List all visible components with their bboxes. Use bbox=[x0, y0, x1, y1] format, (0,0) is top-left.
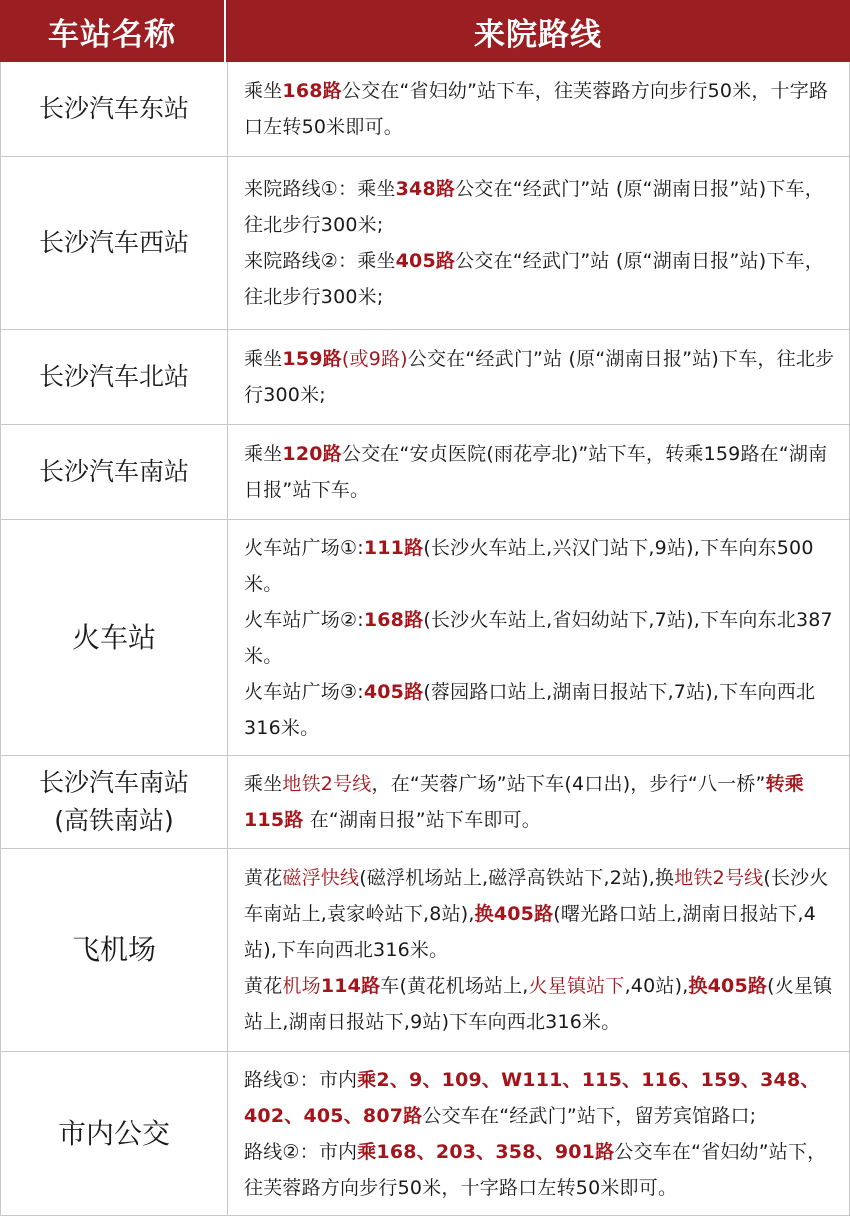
route-text: 乘坐 bbox=[244, 80, 283, 102]
header-station-name: 车站名称 bbox=[0, 0, 226, 62]
route-text: 火车站广场①: bbox=[244, 536, 364, 559]
route-highlight: 火星镇站下 bbox=[528, 975, 625, 997]
route-text: 公交在“经武门”站 (原“湖南日报”站)下车，往北步行300米; bbox=[244, 348, 835, 406]
route-paragraph bbox=[244, 1134, 841, 1206]
route-text: 来院路线①：乘坐 bbox=[244, 178, 396, 200]
route-text: (火星镇站上,湖南日报站下,9站)下车向西北316米。 bbox=[244, 975, 833, 1033]
route-paragraph bbox=[244, 1062, 841, 1134]
route-text: 公交车在“省妇幼”站下，往芙蓉路方向步行50米，十字路口左转50米即可。 bbox=[244, 1140, 827, 1199]
route-text: (蓉园路口站上,湖南日报站下,7站),下车向西北316米。 bbox=[244, 680, 816, 739]
route-text: 乘坐 bbox=[244, 443, 283, 465]
route-text: 公交在“安贞医院(雨花亭北)”站下车，转乘159路在“湖南日报”站下车。 bbox=[244, 443, 828, 501]
route-highlight: 168路 bbox=[363, 608, 424, 631]
route-highlight: 转乘115路 bbox=[244, 773, 804, 831]
route-text: 车(黄花机场站上, bbox=[380, 975, 529, 997]
header-route: 来院路线 bbox=[474, 16, 602, 53]
table-row bbox=[0, 425, 850, 520]
route-highlight: 114路 bbox=[320, 975, 381, 997]
route-highlight: 乘2、9、109、W111、115、116、159、348、402、405、807路 bbox=[244, 1068, 820, 1127]
route-highlight: 磁浮快线 bbox=[282, 867, 360, 889]
route-text: (长沙火车南站上,袁家岭站下,8站), bbox=[244, 867, 829, 925]
route-text: 火车站广场②: bbox=[244, 608, 364, 631]
table-row bbox=[0, 756, 850, 849]
route-paragraph bbox=[244, 341, 841, 413]
route-description bbox=[228, 425, 850, 519]
route-paragraph bbox=[244, 436, 841, 508]
table-header bbox=[0, 0, 850, 62]
route-highlight: 120路 bbox=[282, 443, 342, 465]
route-description bbox=[228, 157, 850, 329]
route-text: 公交车在“经武门”站下，留芳宾馆路口; bbox=[422, 1104, 757, 1127]
route-text: ,40站), bbox=[624, 975, 689, 997]
route-text: 乘坐 bbox=[244, 773, 283, 795]
route-description bbox=[228, 849, 850, 1051]
route-paragraph bbox=[244, 860, 841, 968]
route-paragraph bbox=[244, 968, 841, 1040]
table-row bbox=[0, 62, 850, 157]
route-highlight: 168路 bbox=[282, 80, 342, 102]
route-text: 公交在“经武门”站 (原“湖南日报”站)下车，往北步行300米; bbox=[244, 178, 824, 236]
station-name: 长沙汽车东站 bbox=[0, 62, 228, 156]
route-text: (长沙火车站上,省妇幼站下,7站),下车向东北387米。 bbox=[244, 608, 833, 667]
route-paragraph bbox=[244, 171, 841, 243]
route-text: 路线①：市内 bbox=[244, 1068, 358, 1091]
table-row bbox=[0, 849, 850, 1052]
route-paragraph bbox=[244, 530, 841, 602]
route-paragraph bbox=[244, 602, 841, 674]
route-highlight: 换405路 bbox=[474, 903, 554, 925]
route-text: 火车站广场③: bbox=[244, 680, 364, 703]
route-text: (曙光路口站上,湖南日报站下,4站),下车向西北316米。 bbox=[244, 903, 817, 961]
route-highlight: 换405路 bbox=[688, 975, 768, 997]
table-body bbox=[0, 62, 850, 1216]
route-paragraph bbox=[244, 674, 841, 746]
route-highlight: 405路 bbox=[395, 250, 456, 272]
route-description bbox=[228, 1052, 850, 1215]
route-text: 路线②：市内 bbox=[244, 1140, 358, 1163]
table-row bbox=[0, 1052, 850, 1216]
route-highlight: (或9路) bbox=[341, 348, 408, 370]
station-name: 长沙汽车西站 bbox=[0, 157, 228, 329]
route-text: 公交在“省妇幼”站下车，往芙蓉路方向步行50米，十字路口左转50米即可。 bbox=[244, 80, 829, 138]
station-name: 长沙汽车南站 bbox=[0, 425, 228, 519]
table-row bbox=[0, 520, 850, 756]
route-text: 在“湖南日报”站下车即可。 bbox=[303, 809, 541, 831]
route-highlight: 乘168、203、358、901路 bbox=[357, 1140, 615, 1163]
route-paragraph bbox=[244, 73, 841, 145]
route-text: ，在“芙蓉广场”站下车(4口出)，步行“八一桥” bbox=[371, 773, 766, 795]
route-description bbox=[228, 330, 850, 424]
station-name: 长沙汽车南站 (高铁南站) bbox=[0, 756, 228, 848]
route-highlight: 405路 bbox=[363, 680, 424, 703]
station-name: 火车站 bbox=[0, 520, 228, 755]
route-description bbox=[228, 520, 850, 755]
route-text: (磁浮机场站上,磁浮高铁站下,2站),换 bbox=[359, 867, 675, 889]
route-text: 黄花 bbox=[244, 867, 283, 889]
station-name: 市内公交 bbox=[0, 1052, 228, 1215]
route-description bbox=[228, 62, 850, 156]
route-text: 乘坐 bbox=[244, 348, 283, 370]
station-name: 长沙汽车北站 bbox=[0, 330, 228, 424]
route-highlight: 地铁2号线 bbox=[282, 773, 372, 795]
route-description bbox=[228, 756, 850, 848]
station-name: 飞机场 bbox=[0, 849, 228, 1051]
route-highlight: 159路 bbox=[282, 348, 342, 370]
table-row bbox=[0, 157, 850, 330]
route-paragraph bbox=[244, 243, 841, 315]
route-highlight: 地铁2号线 bbox=[674, 867, 764, 889]
route-text: 来院路线②：乘坐 bbox=[244, 250, 396, 272]
route-text: 公交在“经武门”站 (原“湖南日报”站)下车，往北步行300米; bbox=[244, 250, 824, 308]
route-highlight: 348路 bbox=[395, 178, 456, 200]
route-highlight: 111路 bbox=[363, 536, 424, 559]
route-highlight: 机场 bbox=[282, 975, 321, 997]
route-text: 黄花 bbox=[244, 975, 283, 997]
table-row bbox=[0, 330, 850, 425]
route-text: (长沙火车站上,兴汉门站下,9站),下车向东500米。 bbox=[244, 536, 814, 595]
route-paragraph bbox=[244, 766, 841, 838]
